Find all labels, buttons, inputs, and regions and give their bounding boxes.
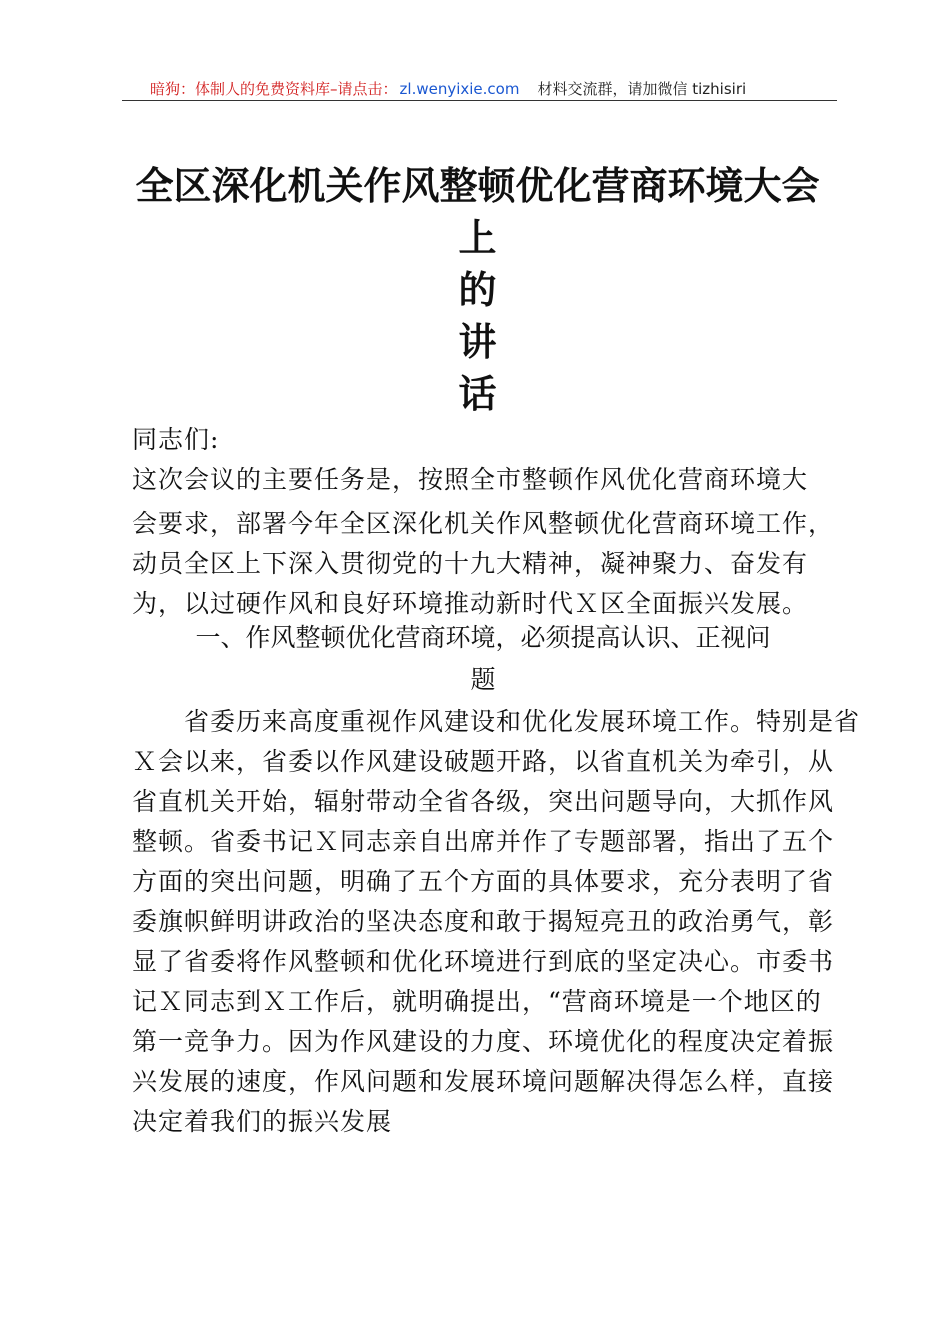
body-line: Ｘ会以来，省委以作风建设破题开路，以省直机关为牵引，从 [132, 747, 835, 776]
body-line: 省委历来高度重视作风建设和优化发展环境工作。特别是省 [132, 707, 861, 736]
body-line: 兴发展的速度，作风问题和发展环境问题解决得怎么样，直接 [132, 1067, 835, 1096]
body-line: 决定着我们的振兴发展 [132, 1107, 393, 1136]
header-source: 暗狗：体制人的免费资料库 [150, 80, 331, 98]
section-heading-line: 题 [470, 665, 496, 694]
section-heading [132, 617, 834, 701]
header-prompt: –请点击： [330, 80, 398, 98]
body-line: 第一竞争力。因为作风建设的力度、环境优化的程度决定着振 [132, 1027, 835, 1056]
header-note: 材料交流群，请加微信 tizhisiri [537, 80, 747, 98]
intro-line: 会要求，部署今年全区深化机关作风整顿优化营商环境工作， [132, 509, 835, 538]
body-line: 省直机关开始，辐射带动全省各级，突出问题导向，大抓作风 [132, 787, 835, 816]
intro-line: 这次会议的主要任务是，按照全市整顿作风优化营商环境大 [132, 465, 809, 494]
header-link[interactable]: zl.wenyixie.com [399, 80, 520, 98]
body-line: 记Ｘ同志到Ｘ工作后，就明确提出，“营商环境是一个地区的 [132, 987, 822, 1016]
intro-line: 为，以过硬作风和良好环境推动新时代Ｘ区全面振兴发展。 [132, 589, 809, 618]
title-line: 的 [458, 267, 497, 312]
body-line: 方面的突出问题，明确了五个方面的具体要求，充分表明了省 [132, 867, 835, 896]
title-line: 话 [458, 371, 497, 416]
document-title [120, 160, 835, 420]
body-line: 委旗帜鲜明讲政治的坚决态度和敢于揭短亮丑的政治勇气，彰 [132, 907, 835, 936]
body-line: 整顿。省委书记Ｘ同志亲自出席并作了专题部署，指出了五个 [132, 827, 835, 856]
section-body [132, 702, 861, 1142]
intro-line: 动员全区上下深入贯彻党的十九大精神，凝神聚力、奋发有 [132, 549, 809, 578]
section-heading-line: 一、作风整顿优化营商环境，必须提高认识、正视问 [195, 623, 771, 652]
header-divider [122, 100, 837, 101]
intro-block [132, 420, 834, 624]
salutation: 同志们: [132, 425, 220, 454]
title-line: 讲 [458, 319, 497, 364]
page-header [150, 78, 820, 100]
title-line: 全区深化机关作风整顿优化营商环境大会上 [135, 163, 820, 260]
body-line: 显了省委将作风整顿和优化环境进行到底的坚定决心。市委书 [132, 947, 835, 976]
